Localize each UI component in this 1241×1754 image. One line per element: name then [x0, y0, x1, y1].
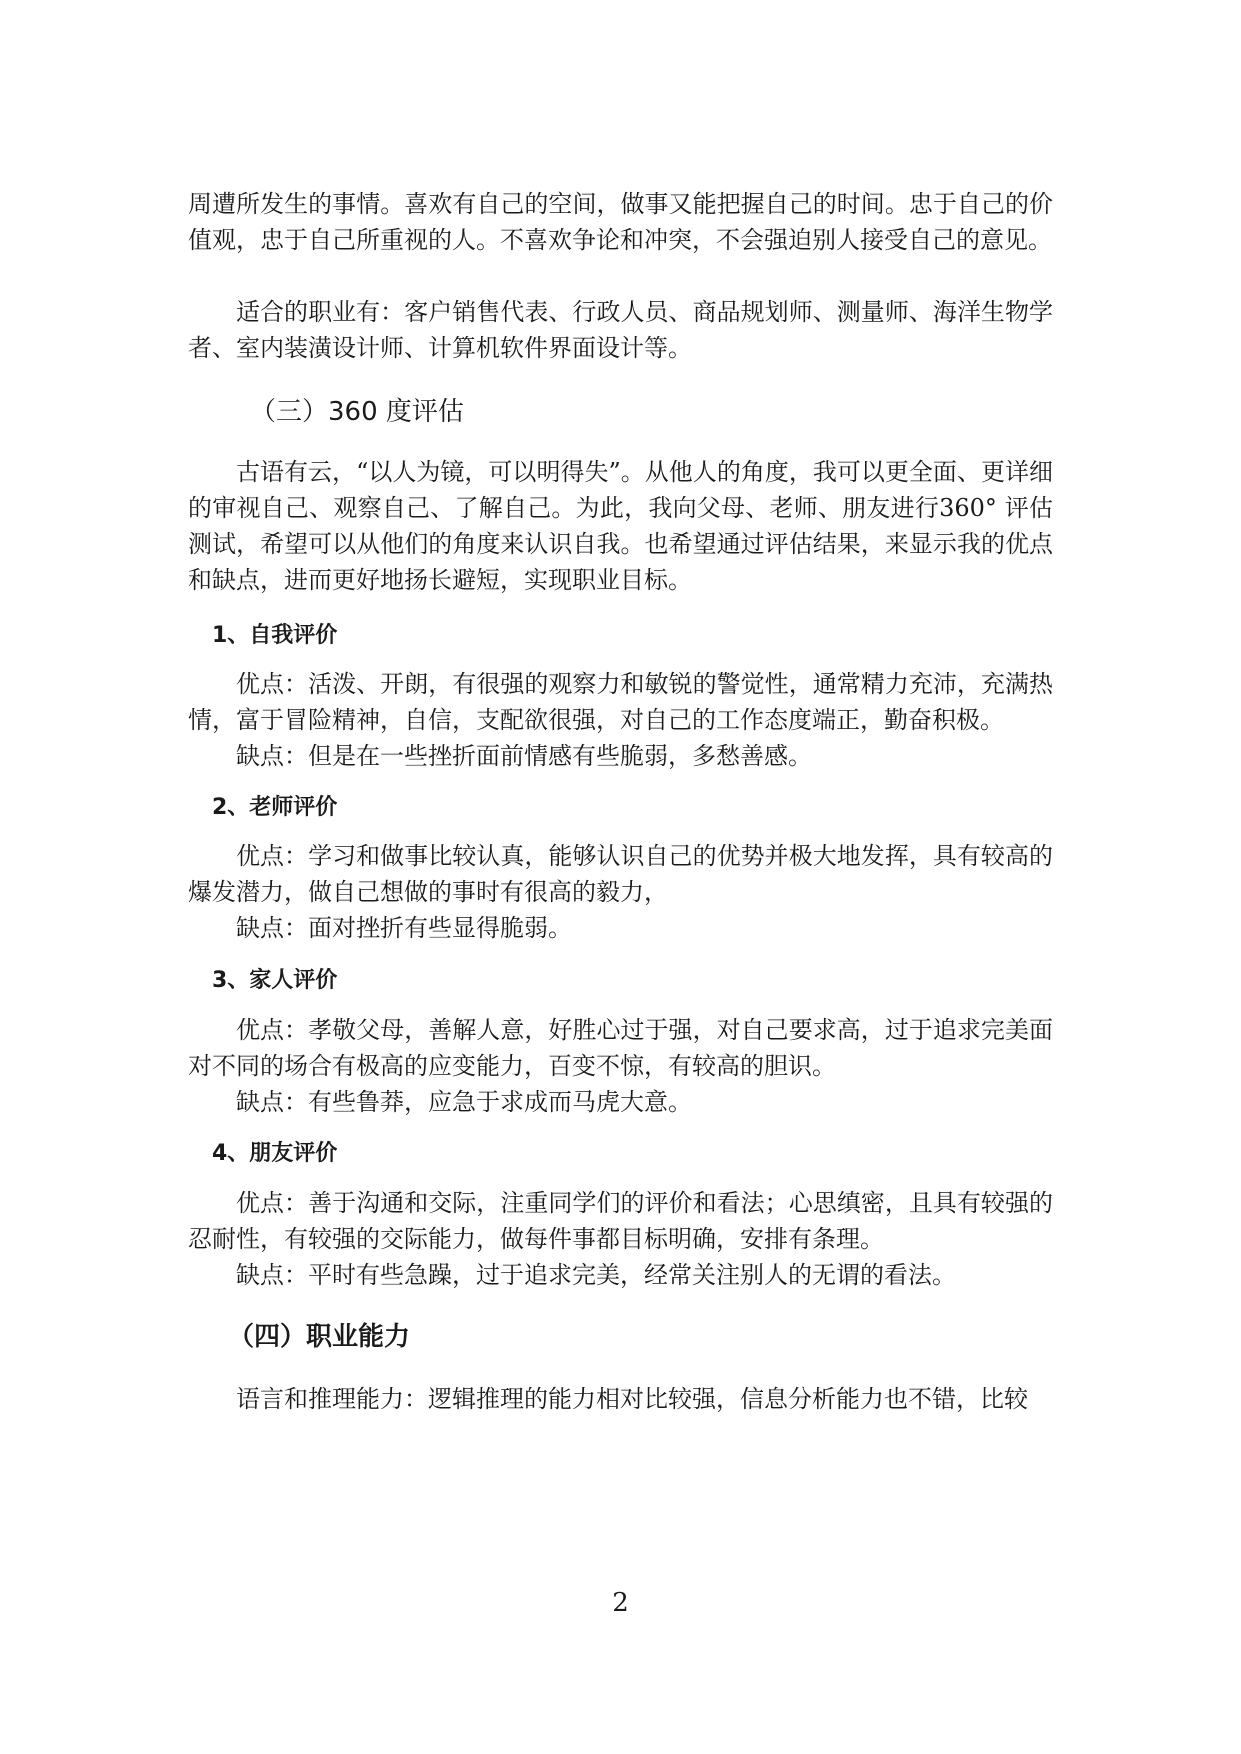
teacher-evaluation-cons: 缺点：面对挫折有些显得脆弱。 — [236, 914, 572, 942]
subheading-teacher-evaluation: 2、老师评价 — [212, 795, 338, 820]
subheading-friend-evaluation: 4、朋友评价 — [212, 1141, 338, 1166]
self-evaluation-cons: 缺点：但是在一些挫折面前情感有些脆弱，多愁善感。 — [236, 742, 812, 770]
self-evaluation-pros: 优点：活泼、开朗，有很强的观察力和敏锐的警觉性，通常精力充沛，充满热情，富于冒险精神，自信，支配欲很强，对自己的工作态度端正，勤奋积极。 — [188, 670, 1053, 734]
paragraph-language-reasoning: 语言和推理能力：逻辑推理的能力相对比较强，信息分析能力也不错，比较 — [236, 1385, 1028, 1413]
page-number: 2 — [612, 1588, 629, 1618]
paragraph-suitable-careers: 适合的职业有：客户销售代表、行政人员、商品规划师、测量师、海洋生物学者、室内装潢设计师、计算机软件界面设计等。 — [188, 298, 1053, 362]
section-heading-360: （三）360 度评估 — [250, 397, 464, 427]
teacher-evaluation-pros: 优点：学习和做事比较认真，能够认识自己的优势并极大地发挥，具有较高的爆发潜力，做自己想做的事时有很高的毅力， — [188, 842, 1053, 906]
section-heading-career-ability: （四）职业能力 — [228, 1322, 411, 1352]
paragraph-intro-continued: 周遭所发生的事情。喜欢有自己的空间，做事又能把握自己的时间。忠于自己的价值观，忠于自己所重视的人。不喜欢争论和冲突，不会强迫别人接受自己的意见。 — [188, 190, 1053, 254]
friend-evaluation-pros: 优点：善于沟通和交际，注重同学们的评价和看法；心思缜密，且具有较强的忍耐性，有较强的交际能力，做每件事都目标明确，安排有条理。 — [188, 1189, 1053, 1253]
family-evaluation-cons: 缺点：有些鲁莽，应急于求成而马虎大意。 — [236, 1088, 692, 1116]
subheading-family-evaluation: 3、家人评价 — [212, 968, 338, 993]
friend-evaluation-cons: 缺点：平时有些急躁，过于追求完美，经常关注别人的无谓的看法。 — [236, 1261, 956, 1289]
family-evaluation-pros: 优点：孝敬父母，善解人意，好胜心过于强，对自己要求高，过于追求完美面对不同的场合有极高的应变能力，百变不惊，有较高的胆识。 — [188, 1016, 1053, 1080]
paragraph-360-intro: 古语有云，“以人为镜，可以明得失”。从他人的角度，我可以更全面、更详细的审视自己、观察自己、了解自己。为此，我向父母、老师、朋友进行360° 评估测试，希望可以从他们的角度来认识自我。也希望通过评估结果，来显示我的优点和缺点，进而更好地扬长避短，实现职业目标。 — [188, 458, 1053, 594]
subheading-self-evaluation: 1、自我评价 — [212, 623, 338, 648]
